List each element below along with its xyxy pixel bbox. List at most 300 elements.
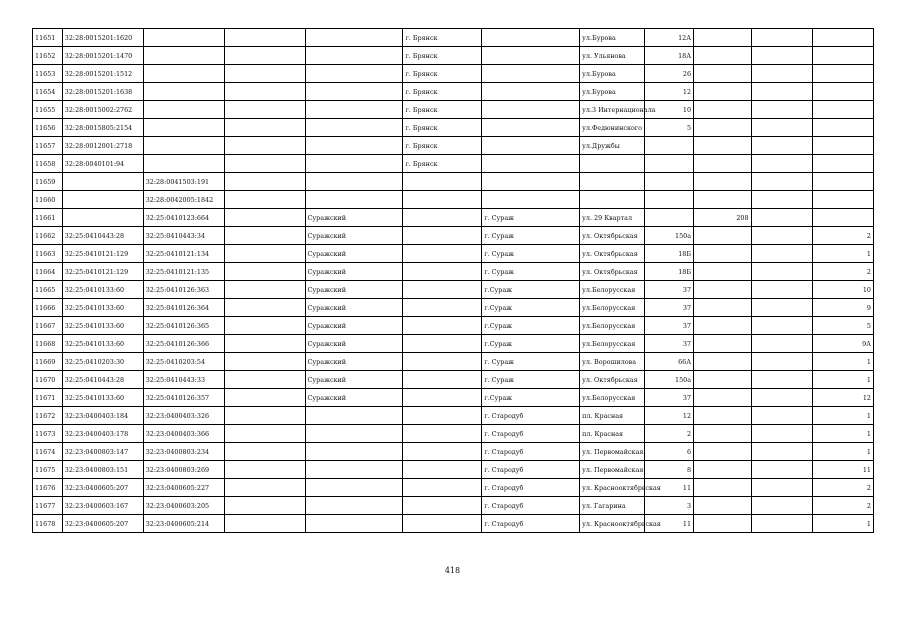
cell-cad1: 32:28:0015002:2762 [62,101,143,119]
cell-n: 11652 [33,47,63,65]
cell-settlement [403,245,482,263]
cell-street: ул.Федюнинского [580,119,645,137]
cell-cad1: 32:25:0410133:60 [62,281,143,299]
cell-empty [751,335,813,353]
cell-cad2: 32:25:0410126:366 [143,335,224,353]
cell-cad2: 32:25:0410126:363 [143,281,224,299]
cell-cad2: 32:23:0400803:234 [143,443,224,461]
cell-district [305,47,403,65]
cell-room: 1 [813,407,874,425]
cell-empty [224,515,305,533]
cell-street: ул.Дружбы [580,137,645,155]
cell-n: 11669 [33,353,63,371]
cell-empty [751,371,813,389]
cell-cad1: 32:28:0015201:1470 [62,47,143,65]
cell-flat [694,245,751,263]
cell-cad1: 32:23:0400403:178 [62,425,143,443]
cell-locality: г. Стародуб [482,407,580,425]
cell-locality: г. Стародуб [482,479,580,497]
cell-empty [224,29,305,47]
cell-house: 3 [645,497,694,515]
cell-empty [751,137,813,155]
cell-district: Суражский [305,335,403,353]
cell-empty [224,461,305,479]
cell-settlement [403,371,482,389]
cell-n: 11668 [33,335,63,353]
cell-cad1: 32:28:0012001:2718 [62,137,143,155]
cell-house: 18А [645,47,694,65]
cell-cad2: 32:23:0400403:366 [143,425,224,443]
cell-n: 11660 [33,191,63,209]
cell-house: 18Б [645,245,694,263]
cell-empty [224,245,305,263]
cell-cad1: 32:28:0040101:94 [62,155,143,173]
cell-settlement: г. Брянск [403,137,482,155]
cell-locality: г. Сураж [482,371,580,389]
cell-n: 11677 [33,497,63,515]
cell-house: 12А [645,29,694,47]
table-row [33,461,874,479]
cell-settlement: г. Брянск [403,155,482,173]
cell-street: ул.Белорусская [580,335,645,353]
cell-empty [751,515,813,533]
cell-district [305,173,403,191]
cell-cad2 [143,65,224,83]
cell-house: 10 [645,101,694,119]
cell-room [813,101,874,119]
cell-flat [694,317,751,335]
cell-cad2 [143,155,224,173]
cell-settlement [403,335,482,353]
table-row [33,353,874,371]
cell-district [305,191,403,209]
table-row [33,389,874,407]
cell-house [645,173,694,191]
cell-room: 2 [813,227,874,245]
cell-house: 11 [645,515,694,533]
cell-street: ул. Октябрьская [580,227,645,245]
cell-room: 1 [813,353,874,371]
table-row [33,191,874,209]
cell-district [305,515,403,533]
cell-locality [482,155,580,173]
cell-cad2: 32:25:0410121:135 [143,263,224,281]
cell-room [813,83,874,101]
cell-settlement [403,353,482,371]
registry-table [32,28,874,533]
cell-settlement: г. Брянск [403,29,482,47]
cell-street: ул.3 Интернационала [580,101,645,119]
cell-empty [224,299,305,317]
cell-cad2: 32:25:0410126:357 [143,389,224,407]
cell-locality [482,191,580,209]
cell-n: 11666 [33,299,63,317]
cell-locality: г. Сураж [482,353,580,371]
cell-empty [224,83,305,101]
cell-cad2: 32:23:0400603:205 [143,497,224,515]
cell-empty [751,425,813,443]
cell-cad2: 32:25:0410203:54 [143,353,224,371]
cell-district: Суражский [305,209,403,227]
cell-cad2: 32:23:0400605:214 [143,515,224,533]
cell-empty [751,47,813,65]
cell-n: 11671 [33,389,63,407]
cell-empty [224,173,305,191]
cell-street: ул.Бурова [580,29,645,47]
cell-room: 2 [813,479,874,497]
table-row [33,29,874,47]
cell-room: 1 [813,443,874,461]
table-row [33,119,874,137]
cell-n: 11673 [33,425,63,443]
cell-district [305,101,403,119]
cell-empty [751,281,813,299]
cell-house: 26 [645,65,694,83]
cell-locality: г.Сураж [482,389,580,407]
cell-settlement [403,317,482,335]
cell-flat [694,137,751,155]
cell-district [305,65,403,83]
cell-locality: г. Стародуб [482,497,580,515]
cell-locality [482,29,580,47]
cell-empty [224,317,305,335]
cell-cad1: 32:25:0410133:60 [62,389,143,407]
cell-house [645,209,694,227]
cell-cad1: 32:23:0400803:147 [62,443,143,461]
cell-cad1: 32:25:0410443:28 [62,371,143,389]
cell-room: 1 [813,245,874,263]
table-row [33,209,874,227]
cell-cad1 [62,191,143,209]
cell-settlement [403,479,482,497]
cell-empty [751,407,813,425]
cell-room: 1 [813,371,874,389]
cell-empty [751,389,813,407]
cell-n: 11664 [33,263,63,281]
cell-cad2 [143,101,224,119]
cell-street: ул. Краснооктябрьская [580,479,645,497]
cell-cad1 [62,209,143,227]
cell-empty [751,497,813,515]
cell-empty [751,479,813,497]
cell-empty [224,281,305,299]
cell-house [645,191,694,209]
cell-flat [694,371,751,389]
cell-empty [751,299,813,317]
cell-cad2 [143,137,224,155]
cell-flat [694,389,751,407]
cell-cad1: 32:23:0400403:184 [62,407,143,425]
cell-empty [224,227,305,245]
cell-settlement [403,227,482,245]
cell-district [305,155,403,173]
cell-flat [694,407,751,425]
cell-street: ул. Октябрьская [580,371,645,389]
cell-house: 18Б [645,263,694,281]
cell-room: 9 [813,299,874,317]
cell-house: 37 [645,281,694,299]
cell-room [813,173,874,191]
cell-cad1: 32:23:0400603:167 [62,497,143,515]
cell-locality [482,83,580,101]
cell-empty [224,47,305,65]
cell-settlement: г. Брянск [403,119,482,137]
cell-street: ул.Бурова [580,65,645,83]
cell-empty [751,83,813,101]
cell-n: 11654 [33,83,63,101]
cell-flat [694,281,751,299]
cell-empty [224,155,305,173]
cell-street [580,191,645,209]
cell-settlement [403,515,482,533]
cell-room: 9А [813,335,874,353]
table-row [33,515,874,533]
cell-n: 11678 [33,515,63,533]
cell-street: ул. Первомайская [580,443,645,461]
cell-district [305,497,403,515]
table-row [33,317,874,335]
cell-street: ул. Октябрьская [580,245,645,263]
cell-flat [694,335,751,353]
cell-flat [694,83,751,101]
cell-district [305,407,403,425]
cell-room [813,65,874,83]
cell-room [813,137,874,155]
table-row [33,371,874,389]
cell-n: 11667 [33,317,63,335]
cell-flat [694,155,751,173]
cell-house: 12 [645,83,694,101]
cell-locality: г.Сураж [482,317,580,335]
table-row [33,227,874,245]
cell-room: 11 [813,461,874,479]
cell-settlement [403,497,482,515]
cell-locality: г.Сураж [482,299,580,317]
table-row [33,245,874,263]
table-row [33,299,874,317]
cell-house: 37 [645,335,694,353]
table-row [33,173,874,191]
cell-empty [224,119,305,137]
cell-locality: г. Стародуб [482,461,580,479]
cell-cad1: 32:23:0400803:151 [62,461,143,479]
cell-district: Суражский [305,371,403,389]
cell-empty [751,29,813,47]
cell-n: 11661 [33,209,63,227]
cell-cad1: 32:28:0015805:2154 [62,119,143,137]
cell-flat [694,29,751,47]
cell-locality: г. Сураж [482,245,580,263]
cell-house: 8 [645,461,694,479]
cell-settlement [403,389,482,407]
cell-settlement: г. Брянск [403,101,482,119]
cell-district: Суражский [305,317,403,335]
cell-cad2: 32:23:0400403:326 [143,407,224,425]
cell-street: ул.Белорусская [580,317,645,335]
cell-flat [694,227,751,245]
cell-street: пл. Красная [580,425,645,443]
cell-cad1: 32:28:0015201:1638 [62,83,143,101]
cell-street: ул. Октябрьская [580,263,645,281]
cell-empty [224,479,305,497]
cell-n: 11651 [33,29,63,47]
cell-house: 66А [645,353,694,371]
cell-settlement [403,407,482,425]
cell-empty [224,425,305,443]
cell-cad1 [62,173,143,191]
cell-room: 1 [813,425,874,443]
cell-empty [224,497,305,515]
cell-empty [751,353,813,371]
cell-n: 11659 [33,173,63,191]
cell-cad2 [143,119,224,137]
cell-locality: г. Сураж [482,263,580,281]
cell-cad2: 32:28:0041503:191 [143,173,224,191]
table-row [33,83,874,101]
cell-cad1: 32:25:0410443:28 [62,227,143,245]
cell-street: ул. Краснооктябрьская [580,515,645,533]
cell-house: 12 [645,407,694,425]
cell-empty [751,155,813,173]
cell-cad2: 32:25:0410126:365 [143,317,224,335]
cell-house: 150а [645,227,694,245]
cell-cad1: 32:23:0400605:207 [62,515,143,533]
page-number: 418 [444,566,461,575]
cell-cad2: 32:23:0400803:269 [143,461,224,479]
cell-empty [224,353,305,371]
cell-room [813,29,874,47]
cell-flat [694,497,751,515]
cell-cad1: 32:25:0410133:60 [62,299,143,317]
cell-flat [694,461,751,479]
cell-empty [751,227,813,245]
cell-empty [751,65,813,83]
cell-street [580,173,645,191]
cell-settlement [403,443,482,461]
cell-house: 6 [645,443,694,461]
cell-locality [482,137,580,155]
cell-room: 12 [813,389,874,407]
cell-settlement [403,299,482,317]
cell-locality: г. Стародуб [482,443,580,461]
cell-n: 11672 [33,407,63,425]
cell-cad2: 32:25:0410443:34 [143,227,224,245]
cell-cad1: 32:25:0410133:60 [62,317,143,335]
cell-empty [224,101,305,119]
cell-cad2 [143,83,224,101]
cell-district: Суражский [305,245,403,263]
cell-settlement: г. Брянск [403,47,482,65]
cell-flat [694,101,751,119]
cell-flat [694,299,751,317]
table-row [33,101,874,119]
cell-locality [482,65,580,83]
cell-house: 11 [645,479,694,497]
cell-street: пл. Красная [580,407,645,425]
cell-n: 11665 [33,281,63,299]
cell-n: 11662 [33,227,63,245]
cell-house: 37 [645,299,694,317]
cell-cad2: 32:23:0400605:227 [143,479,224,497]
cell-room [813,47,874,65]
cell-cad1: 32:23:0400605:207 [62,479,143,497]
cell-locality: г. Сураж [482,227,580,245]
cell-empty [751,317,813,335]
cell-district [305,137,403,155]
cell-house [645,155,694,173]
cell-district [305,479,403,497]
cell-house [645,137,694,155]
cell-district [305,443,403,461]
cell-empty [224,209,305,227]
table-row [33,443,874,461]
cell-empty [751,209,813,227]
table-row [33,137,874,155]
cell-street: ул. Ворошилова [580,353,645,371]
cell-locality: г.Сураж [482,335,580,353]
cell-locality [482,119,580,137]
table-row [33,407,874,425]
cell-district: Суражский [305,281,403,299]
cell-street: ул.Белорусская [580,299,645,317]
cell-flat [694,479,751,497]
cell-n: 11670 [33,371,63,389]
cell-district: Суражский [305,227,403,245]
cell-flat [694,47,751,65]
cell-street: ул.Белорусская [580,389,645,407]
cell-empty [224,371,305,389]
cell-cad1: 32:28:0015201:1512 [62,65,143,83]
cell-street: ул.Бурова [580,83,645,101]
cell-flat [694,443,751,461]
cell-settlement [403,191,482,209]
cell-settlement [403,461,482,479]
cell-flat [694,263,751,281]
cell-cad2: 32:25:0410443:33 [143,371,224,389]
table-row [33,281,874,299]
cell-locality: г. Стародуб [482,425,580,443]
cell-room: 10 [813,281,874,299]
cell-flat [694,425,751,443]
cell-room [813,191,874,209]
cell-flat [694,353,751,371]
cell-cad2: 32:25:0410126:364 [143,299,224,317]
table-row [33,335,874,353]
cell-settlement [403,263,482,281]
cell-flat [694,65,751,83]
cell-cad1: 32:25:0410121:129 [62,263,143,281]
cell-district: Суражский [305,353,403,371]
cell-street: ул. Ульянова [580,47,645,65]
cell-district [305,83,403,101]
cell-cad1: 32:25:0410121:129 [62,245,143,263]
cell-house: 5 [645,119,694,137]
table-row [33,65,874,83]
cell-n: 11655 [33,101,63,119]
cell-empty [224,335,305,353]
cell-n: 11676 [33,479,63,497]
cell-flat [694,173,751,191]
cell-n: 11653 [33,65,63,83]
cell-locality [482,47,580,65]
cell-locality: г.Сураж [482,281,580,299]
cell-n: 11675 [33,461,63,479]
table-row [33,479,874,497]
cell-n: 11658 [33,155,63,173]
cell-empty [224,65,305,83]
cell-n: 11663 [33,245,63,263]
cell-room: 5 [813,317,874,335]
